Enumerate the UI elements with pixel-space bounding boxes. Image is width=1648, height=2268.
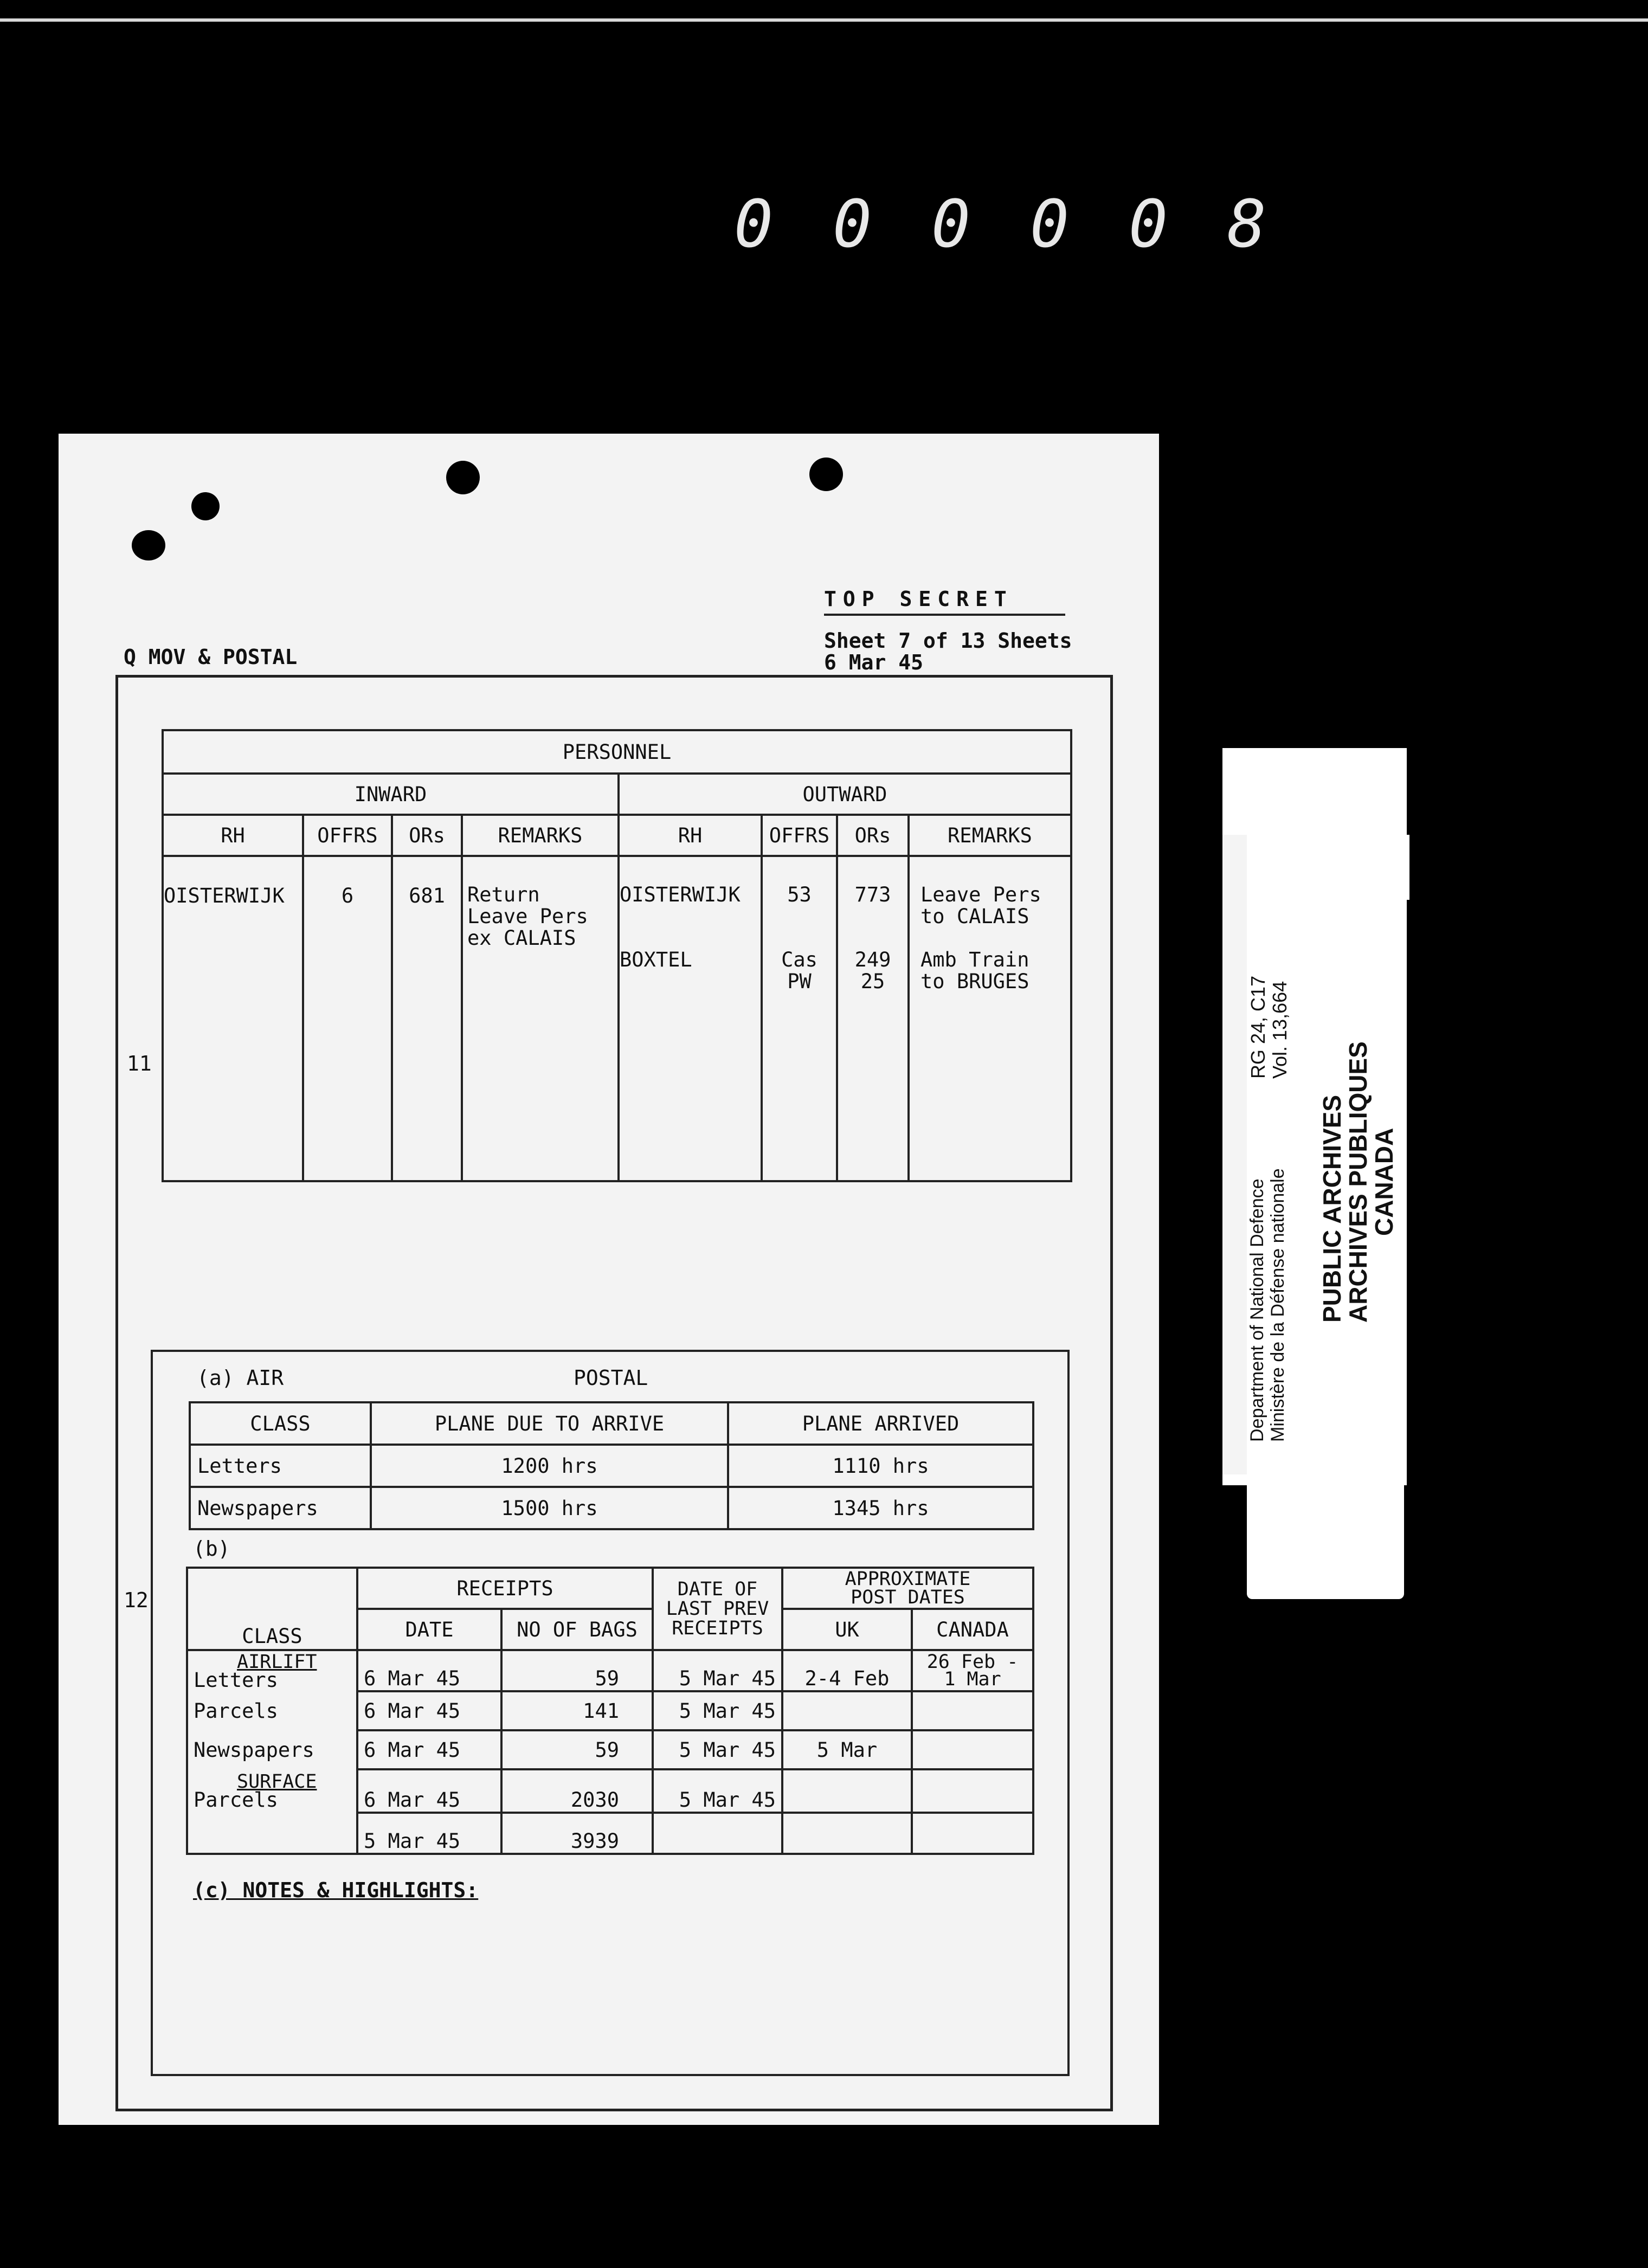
- frame-number: [726, 187, 1279, 262]
- air-class: Newspapers: [190, 1487, 371, 1529]
- receipt-last: 5 Mar 45: [653, 1769, 782, 1813]
- air-column-header: PLANE ARRIVED: [728, 1402, 1033, 1445]
- air-due: 1200 hrs: [371, 1445, 728, 1487]
- receipt-uk: 5 Mar: [782, 1730, 912, 1769]
- personnel-title: PERSONNEL: [163, 730, 1071, 774]
- approx-post-dates-header: APPROXIMATE POST DATES: [782, 1568, 1033, 1609]
- archive-label-tab: [1247, 1474, 1404, 1599]
- receipt-canada: [912, 1769, 1033, 1813]
- archive-country: CANADA: [1370, 1127, 1398, 1236]
- receipt-date: 5 Mar 45: [357, 1813, 501, 1854]
- dept-fr: Ministère de la Défense nationale: [1267, 1168, 1288, 1442]
- receipt-canada: 26 Feb - 1 Mar: [912, 1650, 1033, 1691]
- receipt-bags: 59: [501, 1730, 653, 1769]
- receipt-canada: [912, 1730, 1033, 1769]
- punch-hole: [809, 458, 843, 491]
- inward-ors: 681: [392, 856, 462, 1181]
- public-archives-en: PUBLIC ARCHIVES: [1318, 1095, 1346, 1323]
- receipt-bags: 141: [501, 1691, 653, 1730]
- air-arrived: 1345 hrs: [728, 1487, 1033, 1529]
- class-header: CLASS: [187, 1568, 357, 1650]
- air-class: Letters: [190, 1445, 371, 1487]
- receipt-last: 5 Mar 45: [653, 1691, 782, 1730]
- receipt-last: [653, 1813, 782, 1854]
- classification-marking: TOP SECRET: [824, 587, 1013, 611]
- section-title: Q MOV & POSTAL: [124, 645, 298, 669]
- item-number-12: 12: [124, 1588, 149, 1612]
- column-header: OFFRS: [303, 815, 392, 856]
- receipt-date: 6 Mar 45: [357, 1769, 501, 1813]
- outward-ors: 773: [854, 883, 891, 906]
- date-header: DATE: [357, 1609, 501, 1650]
- archive-vol: Vol. 13,664: [1269, 981, 1291, 1079]
- column-header: OFFRS: [762, 815, 837, 856]
- air-column-header: CLASS: [190, 1402, 371, 1445]
- frame-digit: 0: [733, 187, 779, 262]
- receipts-table: [186, 1567, 1034, 1855]
- inward-offrs: 6: [303, 856, 392, 1181]
- outward-offrs: 53: [787, 883, 812, 906]
- archive-ref: RG 24, C17: [1247, 975, 1269, 1079]
- last-prev-header: DATE OF LAST PREV RECEIPTS: [653, 1568, 782, 1650]
- personnel-table: [162, 729, 1072, 1182]
- b-label: (b): [193, 1537, 230, 1561]
- receipt-date: 6 Mar 45: [357, 1650, 501, 1691]
- receipt-date: 6 Mar 45: [357, 1730, 501, 1769]
- air-label: (a) AIR: [197, 1366, 284, 1390]
- receipt-uk: [782, 1769, 912, 1813]
- frame-digit: 0: [1029, 187, 1075, 262]
- bags-header: NO OF BAGS: [501, 1609, 653, 1650]
- airlift-label: AIRLIFT: [237, 1651, 317, 1673]
- column-header: ORs: [392, 815, 462, 856]
- outward-ors: 249 25: [854, 948, 891, 993]
- column-header: REMARKS: [909, 815, 1071, 856]
- receipt-uk: 2-4 Feb: [782, 1650, 912, 1691]
- outward-rh: BOXTEL: [620, 948, 692, 971]
- receipt-last: 5 Mar 45: [653, 1730, 782, 1769]
- receipt-bags: 3939: [501, 1813, 653, 1854]
- receipt-class: [187, 1813, 357, 1854]
- inward-header: INWARD: [163, 774, 619, 815]
- outward-header: OUTWARD: [619, 774, 1071, 815]
- frame-digit: 8: [1227, 187, 1272, 262]
- outward-offrs: Cas PW: [781, 948, 817, 993]
- punch-hole: [191, 492, 220, 520]
- label-spine: [1222, 835, 1247, 1474]
- outward-rh: OISTERWIJK: [620, 883, 741, 906]
- air-table: [189, 1401, 1034, 1530]
- receipt-uk: [782, 1813, 912, 1854]
- receipts-header: RECEIPTS: [357, 1568, 653, 1609]
- inward-rh: OISTERWIJK: [163, 856, 303, 1181]
- film-edge-line: [0, 18, 1648, 22]
- archive-label-tab: [1247, 835, 1409, 900]
- column-header: ORs: [837, 815, 909, 856]
- notes-highlights-text: (c) NOTES & HIGHLIGHTS:: [193, 1878, 479, 1902]
- dept-en: Department of National Defence: [1247, 1178, 1267, 1442]
- canada-header: CANADA: [912, 1609, 1033, 1650]
- sheet-number: Sheet 7 of 13 Sheets: [824, 629, 1072, 653]
- air-column-header: PLANE DUE TO ARRIVE: [371, 1402, 728, 1445]
- classification-underline: [824, 614, 1065, 616]
- punch-hole: [132, 530, 165, 560]
- air-arrived: 1110 hrs: [728, 1445, 1033, 1487]
- receipt-bags: 2030: [501, 1769, 653, 1813]
- receipt-last: 5 Mar 45: [653, 1650, 782, 1691]
- receipt-class: Parcels: [187, 1691, 357, 1730]
- column-header: REMARKS: [462, 815, 619, 856]
- item-number-11: 11: [127, 1052, 152, 1075]
- outward-remarks: Amb Train to BRUGES: [920, 948, 1029, 993]
- notes-highlights-label: [193, 1878, 478, 1902]
- receipt-date: 6 Mar 45: [357, 1691, 501, 1730]
- surface-label: SURFACE: [237, 1771, 317, 1793]
- frame-digit: 0: [832, 187, 878, 262]
- receipt-canada: [912, 1813, 1033, 1854]
- receipt-class: Newspapers: [187, 1730, 357, 1769]
- document-date: 6 Mar 45: [824, 650, 924, 674]
- air-due: 1500 hrs: [371, 1487, 728, 1529]
- frame-digit: 0: [931, 187, 976, 262]
- frame-digit: 0: [1128, 187, 1174, 262]
- receipt-uk: [782, 1691, 912, 1730]
- receipt-class: Parcels: [194, 1788, 278, 1812]
- postal-title: POSTAL: [574, 1366, 648, 1390]
- punch-hole: [446, 461, 480, 494]
- document-page: [59, 434, 1159, 2125]
- column-header: RH: [163, 815, 303, 856]
- receipt-class: Letters: [194, 1668, 278, 1692]
- outward-remarks: Leave Pers to CALAIS: [920, 883, 1041, 928]
- inward-remarks: Return Leave Pers ex CALAIS: [462, 856, 619, 1181]
- column-header: RH: [619, 815, 762, 856]
- public-archives-fr: ARCHIVES PUBLIQUES: [1344, 1041, 1372, 1323]
- receipt-bags: 59: [501, 1650, 653, 1691]
- uk-header: UK: [782, 1609, 912, 1650]
- receipt-canada: [912, 1691, 1033, 1730]
